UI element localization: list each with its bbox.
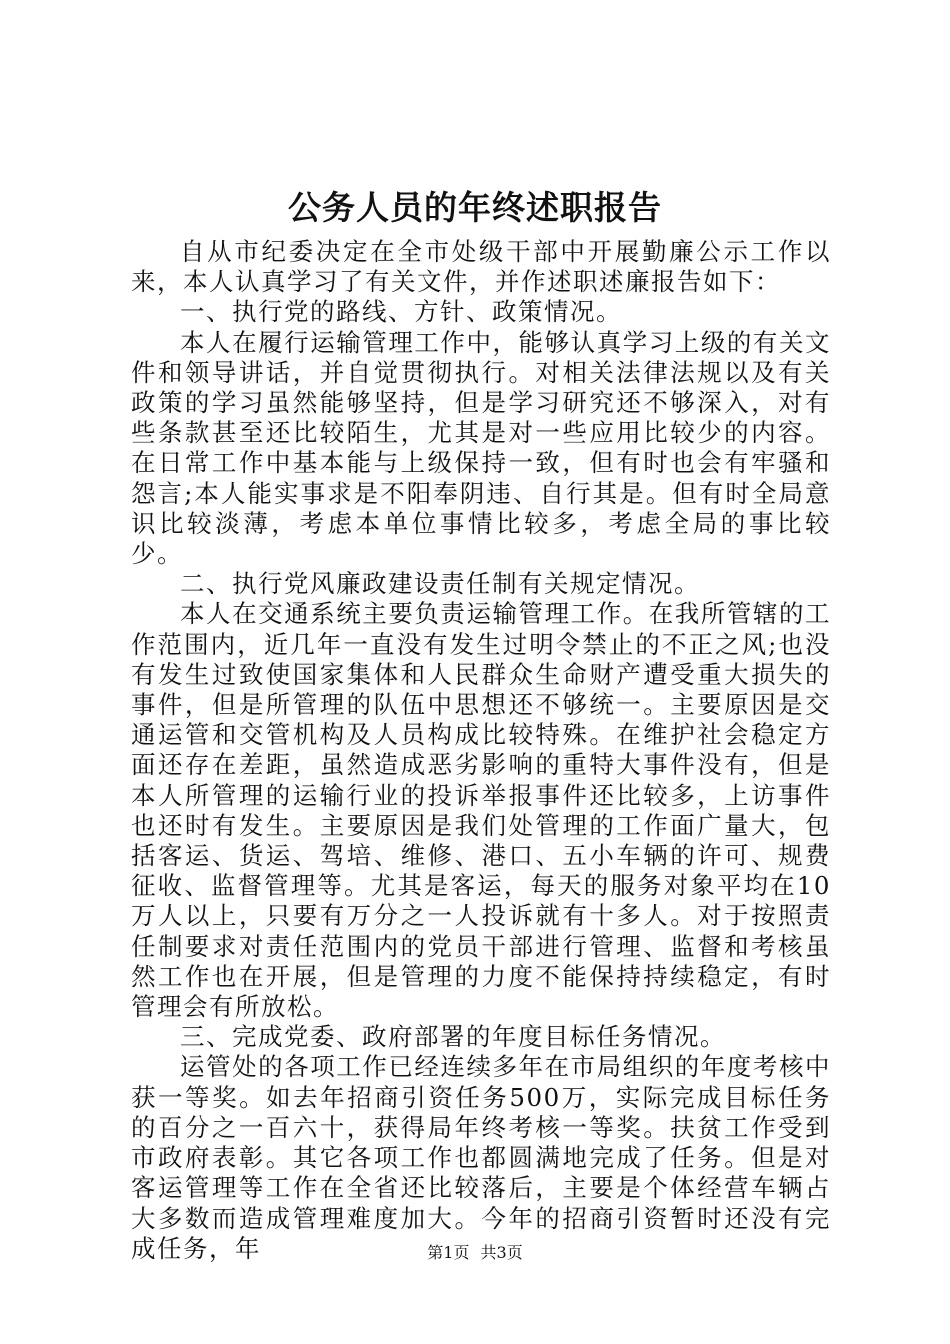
section-heading-1: 一、执行党的路线、方针、政策情况。 xyxy=(180,297,622,327)
paragraph-section-3: 运管处的各项工作已经连续多年在市局组织的年度考核中获一等奖。如去年招商引资任务500万，实际完成目标任务的百分之一百六十，获得局年终考核一等奖。扶贫工作受到市政府表彰。其它各项工作也都圆满地完成了任务。但是对客运管理等工作在全省还比较落后，主要是个体经营车辆占大多数而造成管理难度加大。今年的招商引资暂时还没有完成任务，年 xyxy=(131,1052,831,1263)
paragraph-section-2: 本人在交通系统主要负责运输管理工作。在我所管辖的工作范围内，近几年一直没有发生过明令禁止的不正之风;也没有发生过致使国家集体和人民群众生命财产遭受重大损失的事件，但是所管理的队伍中思想还不够统一。主要原因是交通运管和交管机构及人员构成比较特殊。在维护社会稳定方面还存在差距，虽然造成恶劣影响的重特大事件没有，但是本人所管理的运输行业的投诉举报事件还比较多，上访事件也还时有发生。主要原因是我们处管理的工作面广量大，包括客运、货运、驾培、维修、港口、五小车辆的许可、规费征收、监督管理等。尤其是客运，每天的服务对象平均在10万人以上，只要有万分之一人投诉就有十多人。对于按照责任制要求对责任范围内的党员干部进行管理、监督和考核虽然工作也在开展，但是管理的力度不能保持持续稳定，有时管理会有所放松。 xyxy=(131,599,831,1022)
document-title: 公务人员的年终述职报告 xyxy=(288,188,662,227)
document-body xyxy=(131,237,831,1264)
page-number-footer: 第1页 共3页 xyxy=(427,1243,523,1262)
paragraph-intro: 自从市纪委决定在全市处级干部中开展勤廉公示工作以来，本人认真学习了有关文件，并作述职述廉报告如下： xyxy=(131,237,831,297)
section-heading-2: 二、执行党风廉政建设责任制有关规定情况。 xyxy=(180,569,700,599)
paragraph-section-1: 本人在履行运输管理工作中，能够认真学习上级的有关文件和领导讲话，并自觉贯彻执行。对相关法律法规以及有关政策的学习虽然能够坚持，但是学习研究还不够深入，对有些条款甚至还比较陌生，尤其是对一些应用比较少的内容。在日常工作中基本能与上级保持一致，但有时也会有牢骚和怨言;本人能实事求是不阳奉阴违、自行其是。但有时全局意识比较淡薄，考虑本单位事情比较多，考虑全局的事比较少。 xyxy=(131,327,831,569)
section-heading-3: 三、完成党委、政府部署的年度目标任务情况。 xyxy=(180,1022,726,1052)
